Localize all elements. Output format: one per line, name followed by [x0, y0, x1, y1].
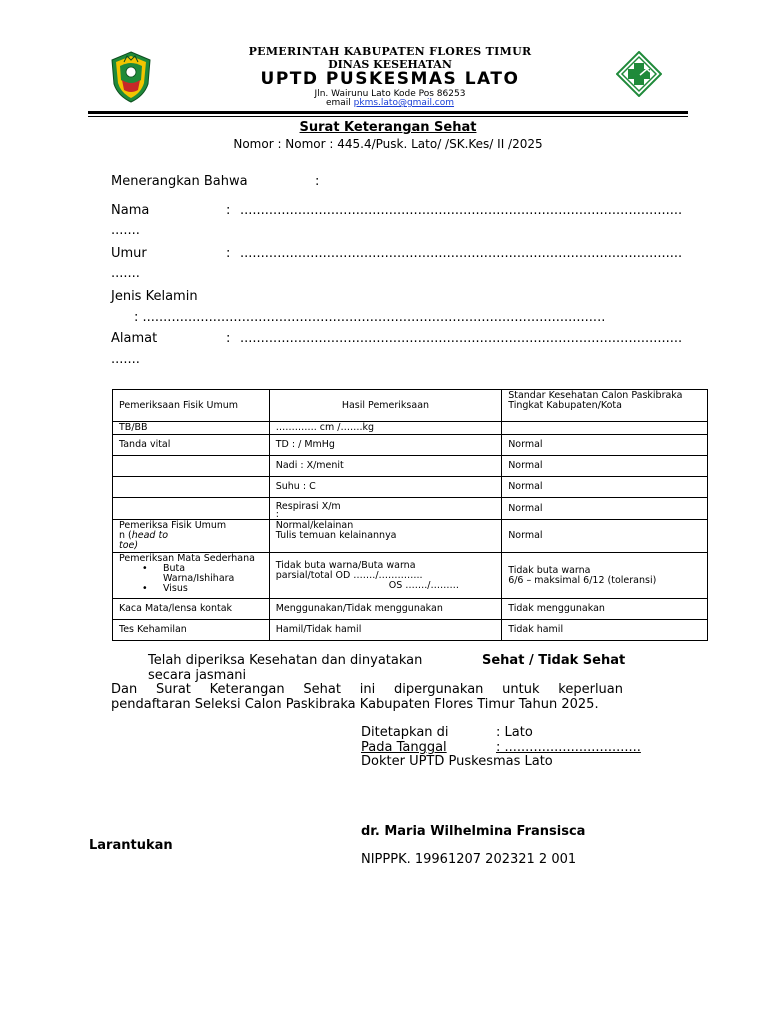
table-row [113, 620, 708, 641]
header-rule-thick [88, 111, 688, 114]
table-row [113, 422, 708, 435]
place-value: : Lato [496, 725, 533, 740]
signer-nip: NIPPPK. 19961207 202321 2 001 [361, 852, 577, 867]
row-nadi-standard: Normal [502, 456, 708, 477]
examination-table [112, 389, 708, 641]
statement-line1: Telah diperiksa Kesehatan dan dinyatakan [148, 653, 423, 668]
signer-name-tail: Larantukan [89, 838, 173, 853]
row-tbbb-standard [502, 422, 708, 435]
row-headtotoe-standard: Normal [502, 520, 708, 553]
header-rule-thin [88, 116, 688, 117]
row-pregnancy-result: Hamil/Tidak hamil [269, 620, 501, 641]
nama-dots-tail: ....... [111, 223, 140, 238]
nama-dots: ........................................................................................................... [240, 203, 683, 218]
table-row [113, 498, 708, 520]
jenis-kelamin-dots: : ................................................................................................................ [134, 310, 606, 325]
umur-colon: : [226, 246, 231, 261]
row-respirasi-standard: Normal [502, 498, 708, 520]
place-label: Ditetapkan di [361, 725, 449, 740]
document-title: Surat Keterangan Sehat [299, 120, 477, 135]
header-physical-exam: Pemeriksaan Fisik Umum [113, 390, 270, 422]
row-eye-result: Tidak buta warna/Buta warna parsial/total OD ……./………….. OS ……./……… [269, 553, 501, 599]
umur-label: Umur [111, 246, 147, 261]
statement-para2: pendaftaran Seleksi Calon Paskibraka Kabupaten Flores Timur Tahun 2025. [111, 697, 599, 712]
row-pregnancy-standard: Tidak hamil [502, 620, 708, 641]
row-nadi-result: Nadi : X/menit [269, 456, 501, 477]
regency-logo-icon [108, 50, 154, 104]
row-respirasi-label [113, 498, 270, 520]
row-td-standard: Normal [502, 435, 708, 456]
kop-government: PEMERINTAH KABUPATEN FLORES TIMUR [248, 45, 532, 58]
email-label: email [325, 98, 354, 108]
table-row [113, 520, 708, 553]
intro-colon: : [315, 174, 320, 189]
row-glasses-result: Menggunakan/Tidak menggunakan [269, 599, 501, 620]
table-header-row [113, 390, 708, 422]
row-tbbb-label: TB/BB [113, 422, 270, 435]
umur-dots: ........................................................................................................... [240, 246, 683, 261]
row-suhu-result: Suhu : C [269, 477, 501, 498]
alamat-label: Alamat [111, 331, 158, 346]
alamat-dots-tail: ....... [111, 352, 140, 367]
signer-name: dr. Maria Wilhelmina Fransisca [361, 824, 586, 839]
intro-label: Menerangkan Bahwa [111, 174, 248, 189]
header-standard: Standar Kesehatan Calon Paskibraka Tingkat Kabupaten/Kota [502, 390, 708, 422]
row-eye-standard: Tidak buta warna 6/6 – maksimal 6/12 (toleransi) [502, 553, 708, 599]
row-nadi-label [113, 456, 270, 477]
row-headtotoe-label: Pemeriksa Fisik Umum n (head to toe) [113, 520, 270, 553]
puskesmas-logo-icon [616, 51, 662, 97]
row-eye-label: Pemeriksan Mata Sederhana • Buta Warna/Ishihara • Visus [113, 553, 270, 599]
row-glasses-label: Kaca Mata/lensa kontak [113, 599, 270, 620]
signer-role: Dokter UPTD Puskesmas Lato [361, 754, 553, 769]
table-row [113, 599, 708, 620]
row-tbbb-result: …………. cm /…….kg [269, 422, 501, 435]
nama-label: Nama [111, 203, 150, 218]
kop-institution: UPTD PUSKESMAS LATO [260, 69, 520, 89]
date-label: Pada Tanggal [361, 740, 447, 755]
row-suhu-standard: Normal [502, 477, 708, 498]
table-row [113, 553, 708, 599]
row-pregnancy-label: Tes Kehamilan [113, 620, 270, 641]
statement-result: Sehat / Tidak Sehat [482, 653, 626, 668]
row-headtotoe-result: Normal/kelainan Tulis temuan kelainannya [269, 520, 501, 553]
alamat-dots: ........................................................................................................... [240, 331, 683, 346]
row-td-result: TD : / MmHg [269, 435, 501, 456]
kop-address: Jln. Wairunu Lato Kode Pos 86253 [314, 89, 466, 99]
statement-para1: Dan Surat Keterangan Sehat ini dipergunakan untuk keperluan [111, 682, 623, 697]
row-suhu-label [113, 477, 270, 498]
nama-colon: : [226, 203, 231, 218]
row-respirasi-result: Respirasi X/m : [269, 498, 501, 520]
alamat-colon: : [226, 331, 231, 346]
jenis-kelamin-label: Jenis Kelamin [111, 289, 198, 304]
table-row [113, 456, 708, 477]
row-glasses-standard: Tidak menggunakan [502, 599, 708, 620]
kop-email-line [170, 98, 610, 108]
umur-dots-tail: ....... [111, 266, 140, 281]
document-number: Nomor : Nomor : 445.4/Pusk. Lato/ /SK.Kes/ II /2025 [233, 137, 543, 151]
table-row [113, 477, 708, 498]
date-value: : ................................. [496, 740, 641, 755]
header-result: Hasil Pemeriksaan [269, 390, 501, 422]
statement-line2: secara jasmani [148, 668, 247, 683]
row-vital-label: Tanda vital [113, 435, 270, 456]
table-row [113, 435, 708, 456]
email-link[interactable]: pkms.lato@gmail.com [353, 98, 455, 108]
kop-department: DINAS KESEHATAN [328, 58, 452, 71]
